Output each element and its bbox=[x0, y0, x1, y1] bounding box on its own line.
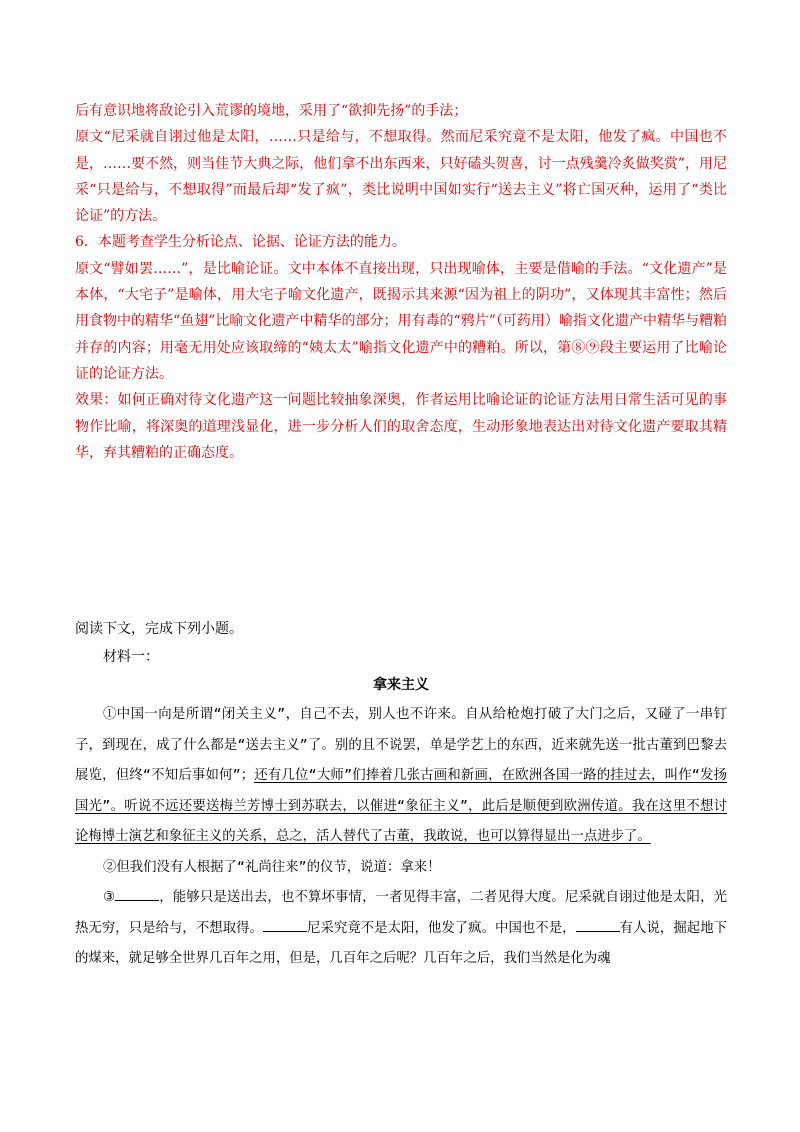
underlined-passage: 还有几位“大师”们捧着几张古画和新画，在欧洲各国一路的挂过去，叫作“发扬国光”。听说不远还要送梅兰芳博士到苏联去，以催进“象征主义”，此后是顺便到欧洲传道。我在这里不想讨论梅博士演艺和象征主义的关系，总之，活人替代了古董，我敢说，也可以算得显出一点进步了。 bbox=[75, 768, 727, 844]
paragraph-3-text: ，能够只是送出去，也不算坏事情，一者见得丰富，二者见得大度。尼采就自诩过他是太阳，光热无穷，只是给与，不想取得。 bbox=[75, 890, 727, 936]
analysis-line: 后有意识地将敌论引入荒谬的境地，采用了“欲抑先扬”的手法； bbox=[75, 103, 468, 119]
paragraph-3 bbox=[75, 883, 727, 975]
fill-in-blank-2 bbox=[263, 919, 307, 932]
paragraph-3-text: 尼采究竟不是太阳，他发了疯。中国也不是， bbox=[307, 920, 576, 936]
paragraph-3-text: 有人说，掘起地下的煤来，就足够全世界几百年之用，但是，几百年之后呢？几百年之后，我们当然是化为魂 bbox=[75, 920, 728, 966]
answer-analysis bbox=[75, 98, 727, 466]
paragraph-2: ②但我们没有人根据了“礼尚往来”的仪节，说道：拿来！ bbox=[103, 859, 441, 875]
reading-section bbox=[75, 616, 727, 975]
analysis-line: 原文“尼采就自诩过他是太阳，……只是给与，不想取得。然而尼采究竟不是太阳，他发了疯。中国也不是，……要不然，则当佳节大典之际，他们拿不出东西来，只好磕头贺喜，讨一点残羹冷炙做奖赏”，用尼采“只是给与，不想取得”而最后却“发了疯”，类比说明中国如实行“送去主义”将亡国灭种，运用了“类比论证”的方法。 bbox=[75, 129, 727, 225]
article-title: 拿来主义 bbox=[373, 677, 429, 693]
analysis-line: 6．本题考查学生分析论点、论据、论证方法的能力。 bbox=[75, 234, 406, 251]
paragraph-1-text: ①中国一向是所谓“闭关主义”，自己不去，别人也不许来。自从给枪炮打破了大门之后，又碰了一串钉子，到现在，成了什么都是“送去主义”了。别的且不说罢，单是学艺上的东西，近来就先送一批古董到巴黎去展览，但终“不知后事如何”； bbox=[75, 707, 727, 783]
paragraph-3-number: ③ bbox=[103, 890, 116, 905]
paragraph-1 bbox=[75, 700, 727, 853]
analysis-line: 效果：如何正确对待文化遗产这一问题比较抽象深奥，作者运用比喻论证的论证方法用日常生活可见的事物作比喻，将深奥的道理浅显化，进一步分析人们的取舍态度，生动形象地表达出对待文化遗产要取其精华，弃其糟粕的正确态度。 bbox=[75, 392, 727, 461]
fill-in-blank-3 bbox=[576, 919, 620, 932]
analysis-line: 原文“譬如罢……”，是比喻论证。文中本体不直接出现，只出现喻体，主要是借喻的手法。“文化遗产”是本体，“大宅子”是喻体，用大宅子喻文化遗产，既揭示其来源“因为祖上的阴功”，又体现其丰富性；然后用食物中的精华“鱼翅”比喻文化遗产中精华的部分；用有毒的“鸦片”（可药用）喻指文化遗产中精华与糟粕并存的内容；用毫无用处应该取缔的“姨太太”喻指文化遗产中的糟粕。所以，第⑧⑨段主要运用了比喻论证的论证方法。 bbox=[75, 260, 727, 382]
reading-instruction: 阅读下文，完成下列小题。 bbox=[75, 621, 243, 637]
material-label: 材料一： bbox=[103, 649, 159, 665]
fill-in-blank-1 bbox=[115, 888, 159, 901]
